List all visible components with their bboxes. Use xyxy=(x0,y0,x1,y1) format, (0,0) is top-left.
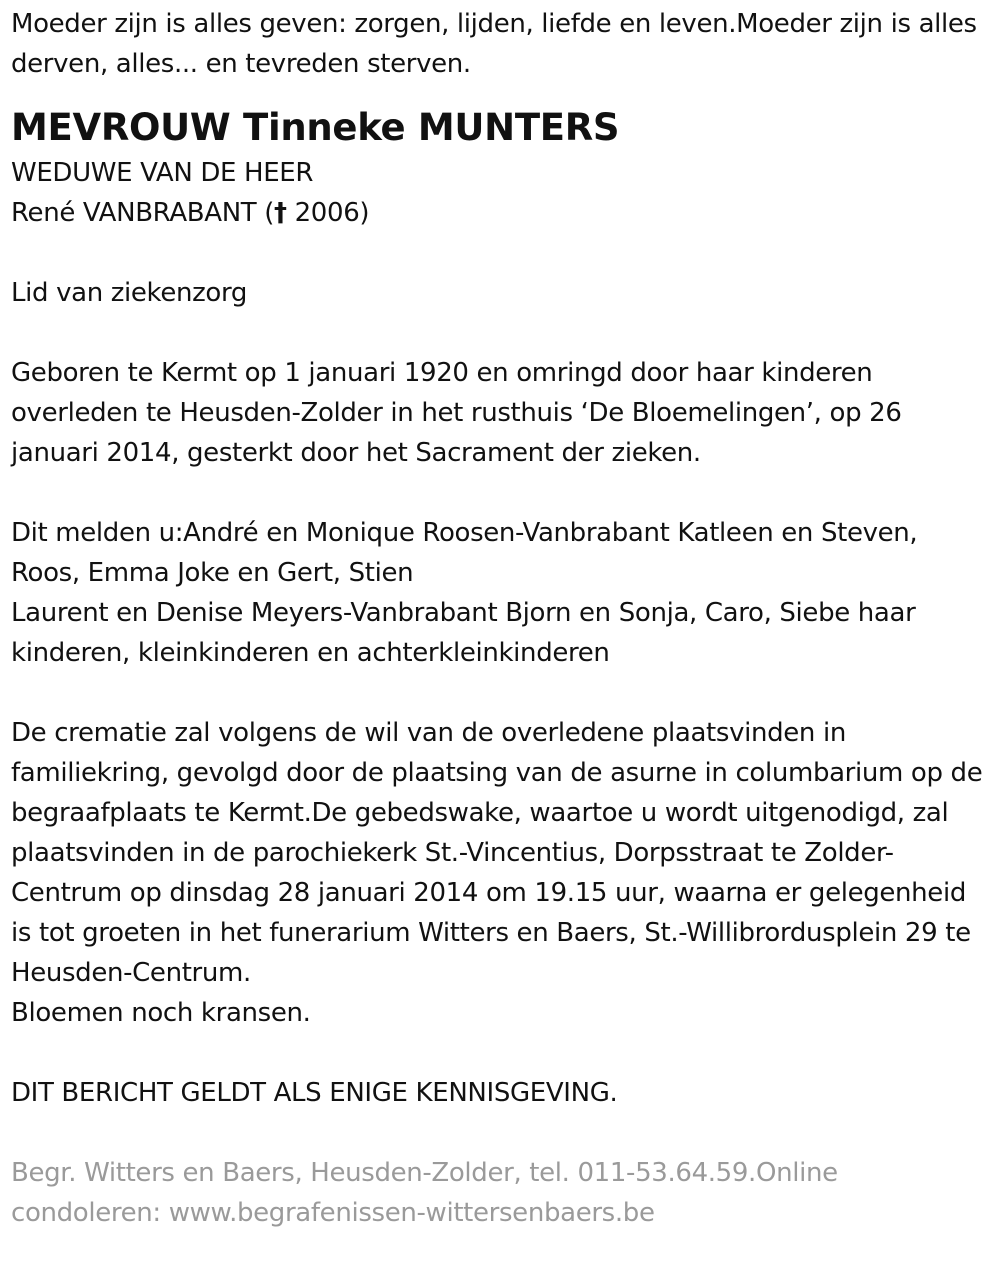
announcers-line-2: Laurent en Denise Meyers-Vanbrabant Bjorn en Sonja, Caro, Siebe haar kinderen, kleinkinderen en achterkleinkinderen xyxy=(11,598,916,668)
ceremony-text: De crematie zal volgens de wil van de overledene plaatsvinden in familiekring, gevolgd door de plaatsing van de asurne in columbarium op de begraafplaats te Kermt.De gebedswake, waartoe u wordt uitgenodigd, zal plaatsvinden in de parochiekerk St.-Vincentius, Dorpsstraat te Zolder-Centrum op dinsdag 28 januari 2014 om 19.15 uur, waarna er gelegenheid is tot groeten in het funerarium Witters en Baers, St.-Willibrordusplein 29 te Heusden-Centrum. xyxy=(11,718,983,988)
birth-death-text: Geboren te Kermt op 1 januari 1920 en omringd door haar kinderen overleden te Heusden-Zolder in het rusthuis ‘De Bloemelingen’, op 26 januari 2014, gesterkt door het Sacrament der zieken. xyxy=(11,358,902,468)
spouse-line xyxy=(11,193,990,233)
funeral-home-footer: Begr. Witters en Baers, Heusden-Zolder, tel. 011-53.64.59.Online condoleren: www.begrafenissen-wittersenbaers.be xyxy=(11,1158,838,1228)
notice-text: DIT BERICHT GELDT ALS ENIGE KENNISGEVING. xyxy=(11,1078,618,1108)
widow-line: WEDUWE VAN DE HEER xyxy=(11,158,314,188)
announcers-line-1: Dit melden u:André en Monique Roosen-Vanbrabant Katleen en Steven, Roos, Emma Joke en Gert, Stien xyxy=(11,518,918,588)
motto-text: Moeder zijn is alles geven: zorgen, lijden, liefde en leven.Moeder zijn is alles derven, alles... en tevreden sterven. xyxy=(11,9,977,79)
cross-icon: † xyxy=(274,198,287,228)
spouse-year: 2006) xyxy=(286,198,370,228)
membership-text: Lid van ziekenzorg xyxy=(11,278,248,308)
deceased-name: MEVROUW Tinneke MUNTERS xyxy=(11,106,620,149)
spouse-name: René VANBRABANT ( xyxy=(11,198,275,228)
flowers-text: Bloemen noch kransen. xyxy=(11,998,311,1028)
